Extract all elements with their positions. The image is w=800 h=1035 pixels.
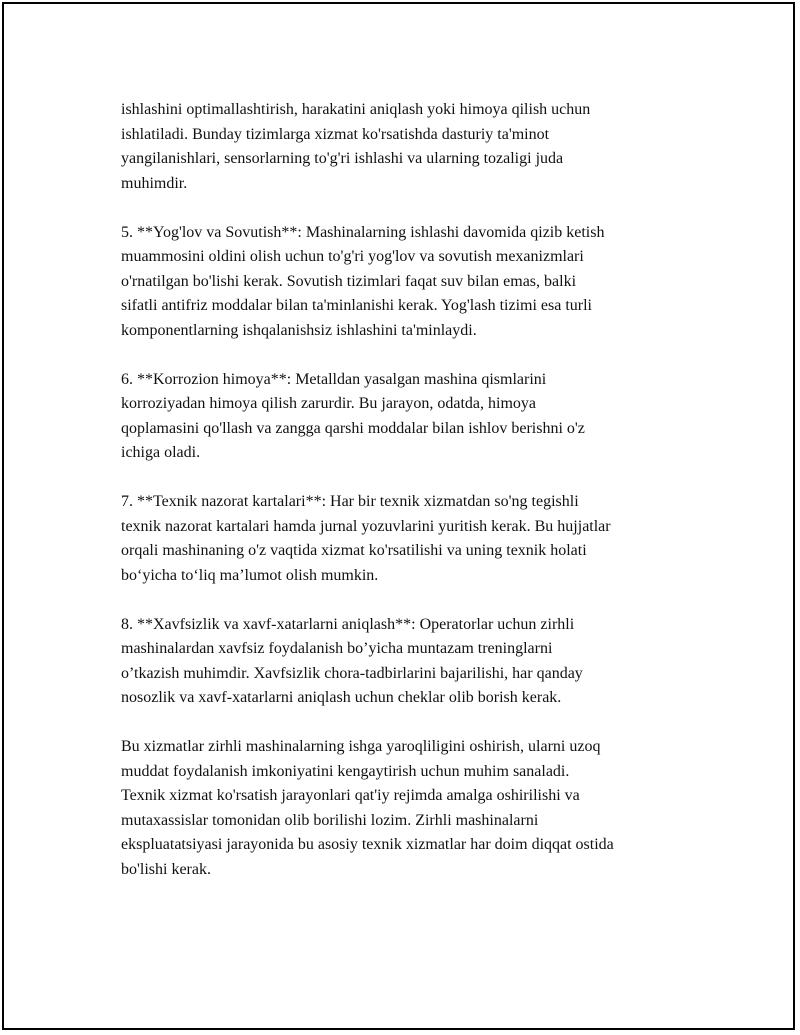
text-line: sifatli antifriz moddalar bilan ta'minlanishi kerak. Yog'lash tizimi esa turli: [121, 297, 592, 314]
text-line: 7. **Texnik nazorat kartalari**: Har bir texnik xizmatdan so'ng tegishli: [121, 493, 579, 510]
text-line: mashinalardan xavfsiz foydalanish bo’yicha muntazam treninglarni: [121, 640, 553, 657]
text-line: orqali mashinaning o'z vaqtida xizmat ko'rsatilishi va uning texnik holati: [121, 542, 587, 559]
text-line: texnik nazorat kartalari hamda jurnal yozuvlarini yuritish kerak. Bu hujjatlar: [121, 517, 611, 535]
text-line: Bu xizmatlar zirhli mashinalarning ishga yaroqliligini oshirish, ularni uzoq: [121, 738, 601, 755]
text-line: 5. **Yog'lov va Sovutish**: Mashinalarning ishlashi davomida qizib ketish: [121, 223, 605, 241]
text-line: muhimdir.: [121, 174, 188, 192]
paragraph-conclusion: [121, 735, 711, 882]
paragraph-item-6-corrosion-protection: [121, 368, 711, 466]
text-line: muddat foydalanish imkoniyatini kengaytirish uchun muhim sanaladi.: [121, 762, 570, 780]
text-line: o’tkazish muhimdir. Xavfsizlik chora-tadbirlarini bajarilishi, har qanday: [121, 664, 583, 682]
text-line: 6. **Korrozion himoya**: Metalldan yasalgan mashina qismlarini: [121, 370, 547, 388]
text-line: ekspluatatsiyasi jarayonida bu asosiy texnik xizmatlar har doim diqqat ostida: [121, 836, 614, 853]
paragraph-intro-continuation: [121, 98, 711, 196]
text-line: mutaxassislar tomonidan olib borilishi lozim. Zirhli mashinalarni: [121, 811, 539, 829]
paragraph-item-7-inspection-cards: [121, 490, 711, 588]
text-line: nosozlik va xavf-xatarlarni aniqlash uchun cheklar olib borish kerak.: [121, 689, 562, 706]
paragraph-item-8-safety: [121, 613, 711, 711]
text-line: qoplamasini qo'llash va zangga qarshi moddalar bilan ishlov berishni o'z: [121, 419, 585, 437]
text-line: bo‘yicha to‘liq ma’lumot olish mumkin.: [121, 566, 379, 584]
document-page: [2, 2, 795, 1030]
text-line: korroziyadan himoya qilish zarurdir. Bu jarayon, odatda, himoya: [121, 395, 536, 412]
text-line: yangilanishlari, sensorlarning to'g'ri ishlashi va ularning tozaligi juda: [121, 150, 564, 167]
document-body: [121, 98, 711, 907]
text-line: Texnik xizmat ko'rsatish jarayonlari qat'iy rejimda amalga oshirilishi va: [121, 787, 580, 804]
text-line: muammosini oldini olish uchun to'g'ri yog'lov va sovutish mexanizmlari: [121, 248, 584, 265]
text-line: o'rnatilgan bo'lishi kerak. Sovutish tizimlari faqat suv bilan emas, balki: [121, 272, 577, 290]
text-line: 8. **Xavfsizlik va xavf-xatarlarni aniqlash**: Operatorlar uchun zirhli: [121, 615, 575, 633]
paragraph-item-5-lubrication-cooling: [121, 221, 711, 344]
text-line: ishlashini optimallashtirish, harakatini aniqlash yoki himoya qilish uchun: [121, 101, 591, 118]
text-line: ishlatiladi. Bunday tizimlarga xizmat ko'rsatishda dasturiy ta'minot: [121, 125, 550, 143]
text-line: komponentlarning ishqalanishsiz ishlashini ta'minlaydi.: [121, 321, 477, 339]
text-line: ichiga oladi.: [121, 444, 201, 461]
text-line: bo'lishi kerak.: [121, 860, 211, 878]
